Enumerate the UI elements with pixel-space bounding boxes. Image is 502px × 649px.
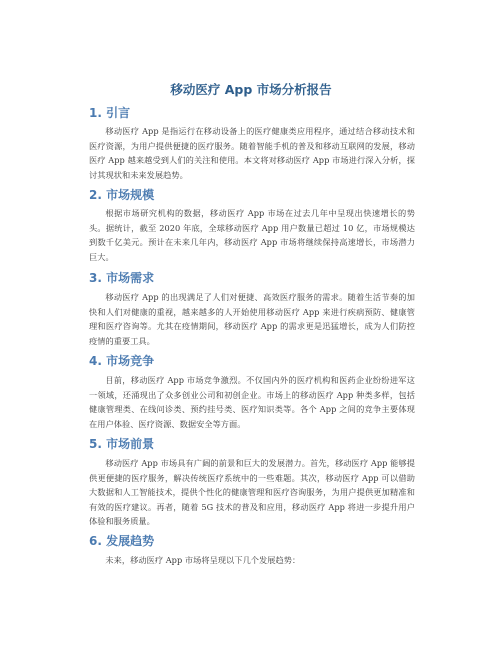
section-heading-intro: 1. 引言 <box>89 106 131 120</box>
section-heading-competition: 4. 市场竞争 <box>89 354 155 368</box>
section-heading-prospects: 5. 市场前景 <box>89 437 155 451</box>
section-body-trends: 未来，移动医疗 App 市场将呈现以下几个发展趋势： <box>105 555 301 565</box>
section-body-competition: 目前，移动医疗 App 市场竞争激烈。不仅国内外的医疗机构和医药企业纷纷进军这一领域，还涌现出了众多创业公司和初创企业。市场上的移动医疗 App 种类多样，包括健康管理类、在线问诊类、预约挂号类、医疗知识类等。各个 App 之间的竞争主要体现在用户体验、医疗资源、数据安全等方面。 <box>89 375 415 429</box>
section-body-market-size: 根据市场研究机构的数据，移动医疗 App 市场在过去几年中呈现出快速增长的势头。据统计，截至 2020 年底，全球移动医疗 App 用户数量已超过 10 亿，市场规模达到数千亿美元。预计在未来几年内，移动医疗 App 市场将继续保持高速增长，市场潜力巨大。 <box>89 208 415 262</box>
document-title: 移动医疗 App 市场分析报告 <box>170 82 332 97</box>
section-heading-market-size: 2. 市场规模 <box>89 188 155 202</box>
section-body-prospects: 移动医疗 App 市场具有广阔的前景和巨大的发展潜力。首先，移动医疗 App 能够提供更便捷的医疗服务，解决传统医疗系统中的一些难题。其次，移动医疗 App 可以借助大数据和人工智能技术，提供个性化的健康管理和医疗咨询服务，为用户提供更加精准和有效的医疗建议。再者，随着 5G 技术的普及和应用，移动医疗 App 将进一步提升用户体验和服务质量。 <box>89 458 415 526</box>
section-heading-trends: 6. 发展趋势 <box>89 534 155 548</box>
section-body-intro: 移动医疗 App 是指运行在移动设备上的医疗健康类应用程序，通过结合移动技术和医疗资源，为用户提供便捷的医疗服务。随着智能手机的普及和移动互联网的发展，移动医疗 App 越来越受到人们的关注和使用。本文将对移动医疗 App 市场进行深入分析，探讨其现状和未来发展趋势。 <box>89 126 415 180</box>
section-body-demand: 移动医疗 App 的出现满足了人们对便捷、高效医疗服务的需求。随着生活节奏的加快和人们对健康的重视，越来越多的人开始使用移动医疗 App 来进行疾病预防、健康管理和医疗咨询等。尤其在疫情期间，移动医疗 App 的需求更是迅猛增长，成为人们防控疫情的重要工具。 <box>89 292 415 346</box>
section-heading-demand: 3. 市场需求 <box>89 271 155 285</box>
